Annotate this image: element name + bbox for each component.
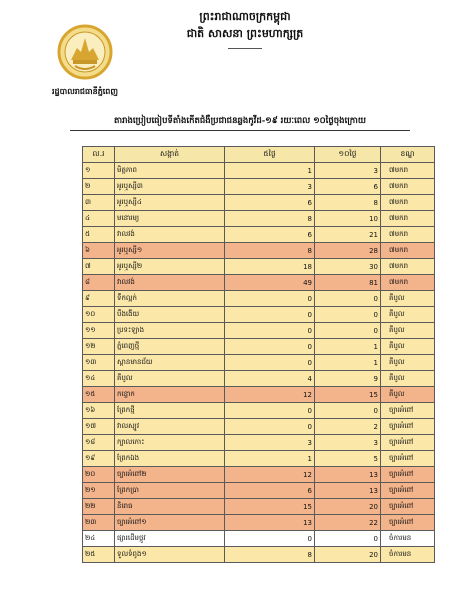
header-10-days: ១០ថ្ងៃ bbox=[315, 147, 381, 163]
sangkat-cell: ក្បាលកោះ bbox=[115, 435, 225, 451]
sangkat-cell: កន្ទោក bbox=[115, 387, 225, 403]
sangkat-cell: អូរឬស្សី១ bbox=[115, 243, 225, 259]
row-number: ៩ bbox=[83, 291, 115, 307]
table-row bbox=[83, 387, 435, 403]
cases-5-days-cell: 1 bbox=[225, 163, 315, 179]
row-number: ១៣ bbox=[83, 355, 115, 371]
row-number: ៣ bbox=[83, 195, 115, 211]
cases-10-days-cell: 10 bbox=[315, 211, 381, 227]
table-row bbox=[83, 243, 435, 259]
cases-5-days-cell: 3 bbox=[225, 179, 315, 195]
sangkat-cell: ភ្នំពេញថ្មី bbox=[115, 339, 225, 355]
row-number: ២២ bbox=[83, 499, 115, 515]
sangkat-cell: ច្បារអំពៅ១ bbox=[115, 515, 225, 531]
cases-10-days-cell: 22 bbox=[315, 515, 381, 531]
cases-5-days-cell: 0 bbox=[225, 307, 315, 323]
cases-10-days-cell: 20 bbox=[315, 499, 381, 515]
heading-divider bbox=[228, 48, 262, 49]
cases-10-days-cell: 3 bbox=[315, 435, 381, 451]
table-row bbox=[83, 515, 435, 531]
table-row bbox=[83, 403, 435, 419]
cases-5-days-cell: 1 bbox=[225, 451, 315, 467]
cases-5-days-cell: 49 bbox=[225, 275, 315, 291]
table-row bbox=[83, 307, 435, 323]
cases-5-days-cell: 13 bbox=[225, 515, 315, 531]
row-number: ១១ bbox=[83, 323, 115, 339]
khan-cell: ៧មករា bbox=[381, 195, 435, 211]
cases-5-days-cell: 0 bbox=[225, 419, 315, 435]
khan-cell: ចំការមន bbox=[381, 547, 435, 563]
kingdom-heading bbox=[150, 8, 340, 42]
cases-10-days-cell: 0 bbox=[315, 307, 381, 323]
sangkat-cell: ផ្សារដើមថ្កូវ bbox=[115, 531, 225, 547]
cases-10-days-cell: 8 bbox=[315, 195, 381, 211]
table-row bbox=[83, 531, 435, 547]
cases-10-days-cell: 5 bbox=[315, 451, 381, 467]
cases-5-days-cell: 12 bbox=[225, 467, 315, 483]
sangkat-cell: ព្រែកប្រា bbox=[115, 483, 225, 499]
table-header-row bbox=[83, 147, 435, 163]
row-number: ២ bbox=[83, 179, 115, 195]
row-number: ១៤ bbox=[83, 371, 115, 387]
sangkat-cell: គីបូល bbox=[115, 371, 225, 387]
sangkat-cell: និរោធ bbox=[115, 499, 225, 515]
sangkat-cell: វាលវង់ bbox=[115, 227, 225, 243]
phnom-penh-seal-icon bbox=[57, 24, 113, 80]
cases-10-days-cell: 1 bbox=[315, 355, 381, 371]
cases-5-days-cell: 0 bbox=[225, 339, 315, 355]
table-row bbox=[83, 355, 435, 371]
cases-10-days-cell: 0 bbox=[315, 323, 381, 339]
row-number: ១០ bbox=[83, 307, 115, 323]
row-number: ៥ bbox=[83, 227, 115, 243]
khan-cell: ច្បារអំពៅ bbox=[381, 451, 435, 467]
sangkat-cell: ទួលទំពូង១ bbox=[115, 547, 225, 563]
khan-cell: ច្បារអំពៅ bbox=[381, 435, 435, 451]
khan-cell: ៧មករា bbox=[381, 275, 435, 291]
khan-cell: ៧មករា bbox=[381, 227, 435, 243]
sangkat-cell: វាលស្បូវ bbox=[115, 419, 225, 435]
cases-5-days-cell: 8 bbox=[225, 547, 315, 563]
khan-cell: ច្បារអំពៅ bbox=[381, 403, 435, 419]
table-row bbox=[83, 259, 435, 275]
table-row bbox=[83, 547, 435, 563]
sangkat-cell: ទឹកល្អក់ bbox=[115, 291, 225, 307]
row-number: ២៤ bbox=[83, 531, 115, 547]
row-number: ១៩ bbox=[83, 451, 115, 467]
city-hall-name: រដ្ឋបាលរាជធានីភ្នំពេញ bbox=[51, 86, 118, 96]
khan-cell: ៧មករា bbox=[381, 243, 435, 259]
kingdom-line-1: ព្រះរាជាណាចក្រកម្ពុជា bbox=[199, 10, 291, 23]
table-row bbox=[83, 499, 435, 515]
header-no: ល.រ bbox=[83, 147, 115, 163]
table-body bbox=[83, 163, 435, 563]
khan-cell: ចំការមន bbox=[381, 531, 435, 547]
cases-5-days-cell: 4 bbox=[225, 371, 315, 387]
cases-10-days-cell: 15 bbox=[315, 387, 381, 403]
header-khan: ខណ្ឌ bbox=[381, 147, 435, 163]
row-number: ៨ bbox=[83, 275, 115, 291]
row-number: ២០ bbox=[83, 467, 115, 483]
row-number: ៧ bbox=[83, 259, 115, 275]
cases-5-days-cell: 0 bbox=[225, 323, 315, 339]
sangkat-cell: វាលវង់ bbox=[115, 275, 225, 291]
sangkat-cell: អូរឬស្សី៤ bbox=[115, 195, 225, 211]
cases-5-days-cell: 3 bbox=[225, 435, 315, 451]
table-row bbox=[83, 195, 435, 211]
khan-cell: ៧មករា bbox=[381, 259, 435, 275]
cases-5-days-cell: 0 bbox=[225, 531, 315, 547]
kingdom-line-2: ជាតិ សាសនា ព្រះមហាក្សត្រ bbox=[186, 27, 304, 40]
cases-5-days-cell: 12 bbox=[225, 387, 315, 403]
cases-5-days-cell: 6 bbox=[225, 483, 315, 499]
cases-5-days-cell: 0 bbox=[225, 403, 315, 419]
cases-10-days-cell: 21 bbox=[315, 227, 381, 243]
row-number: ២១ bbox=[83, 483, 115, 499]
sangkat-cell: មិត្តភាព bbox=[115, 163, 225, 179]
row-number: ៦ bbox=[83, 243, 115, 259]
sangkat-cell: ច្បារអំពៅ២ bbox=[115, 467, 225, 483]
cases-10-days-cell: 0 bbox=[315, 403, 381, 419]
table-row bbox=[83, 467, 435, 483]
cases-10-days-cell: 30 bbox=[315, 259, 381, 275]
document-title: តារាងប្រៀបធៀបទីតាំងកើតជំងឺប្រជាជនឆ្លងកូវីដ-១៩ រយៈពេល ១០ថ្ងៃចុងក្រោយ bbox=[114, 116, 366, 126]
header-5-days: ៥ថ្ងៃ bbox=[225, 147, 315, 163]
cases-10-days-cell: 20 bbox=[315, 547, 381, 563]
table-row bbox=[83, 227, 435, 243]
sangkat-cell: មនោរម្យ bbox=[115, 211, 225, 227]
row-number: ២៥ bbox=[83, 547, 115, 563]
row-number: ១៨ bbox=[83, 435, 115, 451]
khan-cell: គីបូល bbox=[381, 307, 435, 323]
khan-cell: ៧មករា bbox=[381, 211, 435, 227]
title-underline bbox=[70, 130, 410, 131]
row-number: ១២ bbox=[83, 339, 115, 355]
table-row bbox=[83, 275, 435, 291]
khan-cell: ច្បារអំពៅ bbox=[381, 467, 435, 483]
table-row bbox=[83, 419, 435, 435]
cases-5-days-cell: 0 bbox=[225, 355, 315, 371]
cases-10-days-cell: 2 bbox=[315, 419, 381, 435]
table-row bbox=[83, 371, 435, 387]
khan-cell: គីបូល bbox=[381, 339, 435, 355]
table-row bbox=[83, 291, 435, 307]
cases-10-days-cell: 6 bbox=[315, 179, 381, 195]
cases-10-days-cell: 0 bbox=[315, 291, 381, 307]
table-row bbox=[83, 435, 435, 451]
cases-5-days-cell: 6 bbox=[225, 195, 315, 211]
khan-cell: គីបូល bbox=[381, 291, 435, 307]
sangkat-cell: អូរឬស្សី២ bbox=[115, 259, 225, 275]
khan-cell: ៧មករា bbox=[381, 179, 435, 195]
row-number: ១ bbox=[83, 163, 115, 179]
cases-5-days-cell: 0 bbox=[225, 291, 315, 307]
cases-10-days-cell: 13 bbox=[315, 483, 381, 499]
table-row bbox=[83, 451, 435, 467]
table-row bbox=[83, 163, 435, 179]
cases-10-days-cell: 1 bbox=[315, 339, 381, 355]
sangkat-cell: បឹងងើយ bbox=[115, 307, 225, 323]
cases-10-days-cell: 0 bbox=[315, 531, 381, 547]
cases-5-days-cell: 15 bbox=[225, 499, 315, 515]
row-number: ១៦ bbox=[83, 403, 115, 419]
cases-10-days-cell: 3 bbox=[315, 163, 381, 179]
cases-10-days-cell: 81 bbox=[315, 275, 381, 291]
table-row bbox=[83, 339, 435, 355]
khan-cell: ច្បារអំពៅ bbox=[381, 499, 435, 515]
cases-10-days-cell: 9 bbox=[315, 371, 381, 387]
cases-10-days-cell: 13 bbox=[315, 467, 381, 483]
khan-cell: គីបូល bbox=[381, 387, 435, 403]
header-sangkat: សង្កាត់ bbox=[115, 147, 225, 163]
cases-5-days-cell: 8 bbox=[225, 243, 315, 259]
sangkat-cell: ព្រែកឯង bbox=[115, 451, 225, 467]
sangkat-cell: ប្រទះឡាង bbox=[115, 323, 225, 339]
cases-5-days-cell: 6 bbox=[225, 227, 315, 243]
khan-cell: គីបូល bbox=[381, 355, 435, 371]
khan-cell: ច្បារអំពៅ bbox=[381, 515, 435, 531]
document-header bbox=[0, 0, 465, 126]
cases-5-days-cell: 8 bbox=[225, 211, 315, 227]
row-number: ១៧ bbox=[83, 419, 115, 435]
table-row bbox=[83, 211, 435, 227]
khan-cell: ច្បារអំពៅ bbox=[381, 483, 435, 499]
khan-cell: គីបូល bbox=[381, 323, 435, 339]
row-number: ១៥ bbox=[83, 387, 115, 403]
khan-cell: ច្បារអំពៅ bbox=[381, 419, 435, 435]
cases-10-days-cell: 28 bbox=[315, 243, 381, 259]
sangkat-cell: អូរឬស្សី៣ bbox=[115, 179, 225, 195]
table-row bbox=[83, 179, 435, 195]
row-number: ២៣ bbox=[83, 515, 115, 531]
row-number: ៤ bbox=[83, 211, 115, 227]
khan-cell: គីបូល bbox=[381, 371, 435, 387]
cases-table bbox=[82, 146, 435, 563]
sangkat-cell: ព្រែកថ្មី bbox=[115, 403, 225, 419]
table-row bbox=[83, 483, 435, 499]
khan-cell: ៧មករា bbox=[381, 163, 435, 179]
table-row bbox=[83, 323, 435, 339]
sangkat-cell: ស្ពានមានជ័យ bbox=[115, 355, 225, 371]
cases-5-days-cell: 18 bbox=[225, 259, 315, 275]
